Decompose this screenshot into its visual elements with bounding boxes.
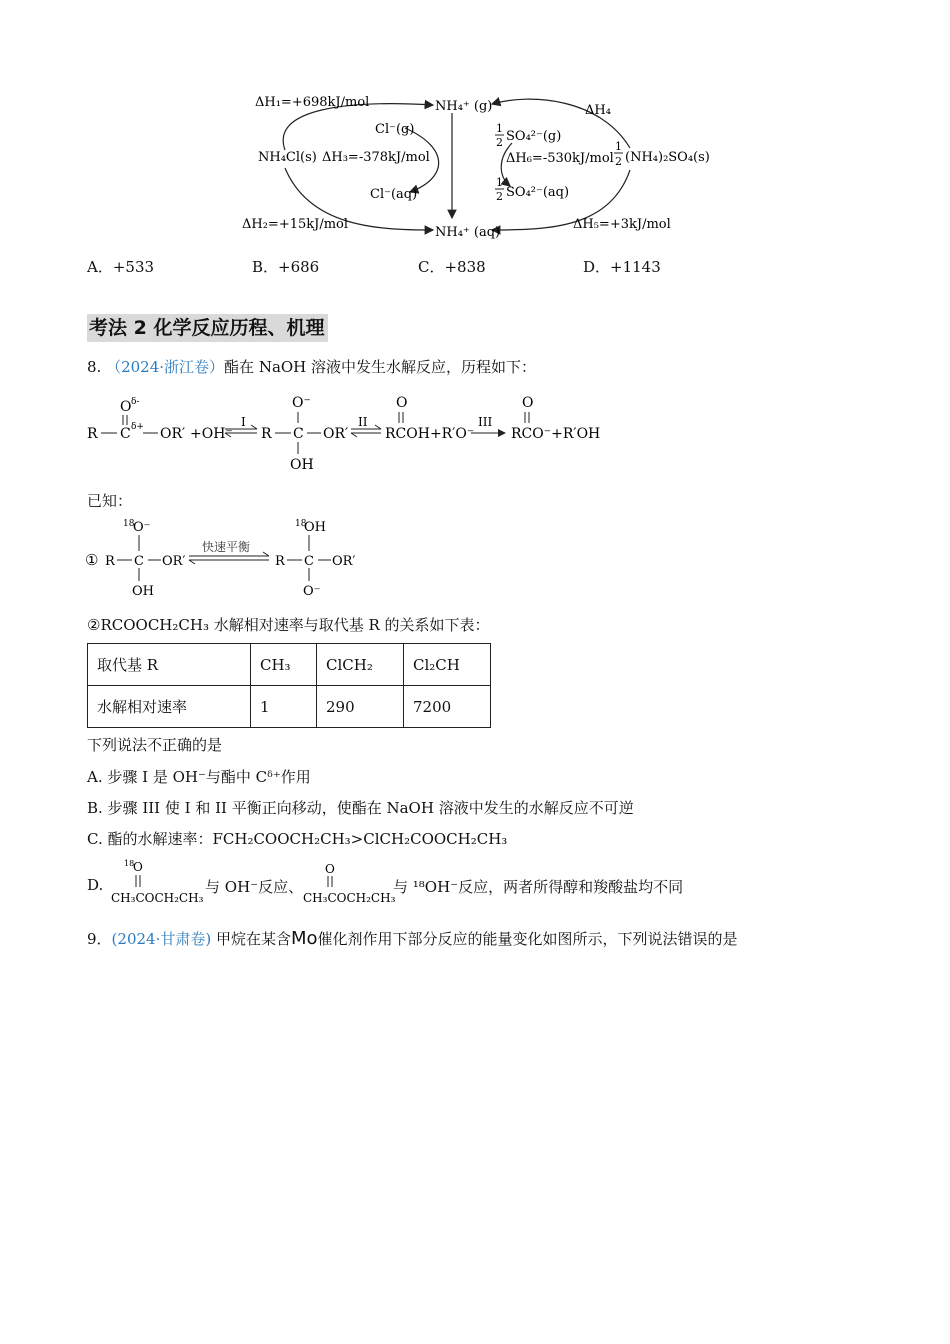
- nh4-aq-label: NH₄⁺ (aq): [435, 225, 501, 240]
- q7-option-c[interactable]: C．+838: [418, 258, 486, 276]
- half-1: 1: [496, 122, 503, 135]
- d-mass-18: 18: [124, 859, 135, 868]
- q8-fact2: ②RCOOCH₂CH₃ 水解相对速率与取代基 R 的关系如下表：: [87, 616, 490, 634]
- thermo-cycle-diagram: [230, 88, 720, 243]
- table-cell: 290: [317, 686, 404, 728]
- cl-aq-label: Cl⁻(aq): [370, 187, 418, 202]
- fact1-o18-minus: O⁻: [133, 520, 151, 535]
- d-o: O: [325, 862, 335, 876]
- q8-option-d-text1: 与 OH⁻反应、: [205, 878, 304, 896]
- dh6-label: ΔH₆=-530kJ/mol: [506, 151, 614, 166]
- ester-hydrolysis-mechanism: [85, 392, 605, 474]
- d-structure-1: CH₃COCH₂CH₃: [111, 891, 204, 905]
- half-3: 1: [496, 176, 503, 189]
- q9-stem: [87, 928, 738, 949]
- q8-source: （2024·浙江卷）: [106, 358, 225, 376]
- q9-text-b: 催化剂作用下部分反应的能量变化如图所示，下列说法错误的是: [317, 930, 738, 948]
- dh2-label: ΔH₂=+15kJ/mol: [242, 217, 349, 232]
- mech-step3: III: [478, 415, 493, 429]
- table-header-cell: Cl₂CH: [404, 644, 491, 686]
- labeled-ester-structure: [109, 856, 205, 908]
- so4-aq-label: SO₄²⁻(aq): [506, 185, 570, 200]
- dh1-label: ΔH₁=+698kJ/mol: [255, 95, 370, 110]
- fact1-r: R: [105, 554, 115, 569]
- fact1-arrow-label: 快速平衡: [202, 540, 251, 554]
- q8-option-b[interactable]: B. 步骤 III 使 I 和 II 平衡正向移动，使酯在 NaOH 溶液中发生的水解反应不可逆: [87, 799, 634, 817]
- q8-question: 下列说法不正确的是: [87, 736, 223, 754]
- q8-known: 已知：: [87, 492, 133, 510]
- mech-o-3: O: [522, 395, 534, 411]
- mech-delta-minus: δ-: [131, 397, 140, 407]
- mech-step2: II: [358, 415, 368, 429]
- section-heading: 考法 2 化学反应历程、机理: [87, 314, 328, 342]
- dh4-label: ΔH₄: [585, 103, 611, 118]
- q8-option-d-text2: 与 ¹⁸OH⁻反应，两者所得醇和羧酸盐均不同: [393, 878, 684, 896]
- fast-equilibrium-scheme: [85, 515, 375, 601]
- half-1-den: 2: [496, 136, 503, 149]
- table-cell: 1: [251, 686, 317, 728]
- fact1-o-minus: O⁻: [303, 584, 321, 599]
- q8-option-c[interactable]: C. 酯的水解速率：FCH₂COOCH₂CH₃>ClCH₂COOCH₂CH₃: [87, 830, 508, 848]
- q8-option-a[interactable]: A. 步骤 I 是 OH⁻与酯中 Cᵟ⁺作用: [87, 768, 311, 786]
- q7-option-d[interactable]: D．+1143: [583, 258, 661, 276]
- q7-option-b[interactable]: B．+686: [252, 258, 320, 276]
- fact1-r-2: R: [275, 554, 285, 569]
- half-2: 1: [615, 140, 622, 153]
- mech-carbon: C: [120, 426, 131, 442]
- mech-or-prime: OR′: [160, 426, 186, 442]
- fact1-marker: ①: [85, 551, 99, 569]
- nh4cl-label: NH₄Cl(s): [258, 150, 317, 165]
- mech-delta-plus: δ+: [131, 422, 144, 432]
- table-header-cell: 取代基 R: [88, 644, 251, 686]
- fact1-or-prime: OR′: [162, 554, 186, 569]
- q8-option-d[interactable]: [87, 856, 727, 908]
- q9-source: (2024·甘肃卷): [111, 930, 212, 948]
- fact1-mass-2: 18: [295, 519, 307, 529]
- mech-carbon-2: C: [293, 426, 304, 442]
- mech-step1: I: [241, 415, 246, 429]
- d-o18: O: [133, 860, 143, 874]
- mech-or-prime-2: OR′: [323, 426, 349, 442]
- q9-number: 9．: [87, 930, 112, 948]
- mech-o-2: O: [396, 395, 408, 411]
- mech-prod2: RCOH+R′O⁻: [385, 426, 475, 442]
- dh5-label: ΔH₅=+3kJ/mol: [573, 217, 671, 232]
- table-row: [88, 686, 491, 728]
- hydrolysis-rate-table: [87, 643, 491, 728]
- fact1-oh: OH: [132, 584, 154, 599]
- fact1-oh18: OH: [304, 520, 326, 535]
- nh4-gas-label: NH₄⁺ (g): [435, 99, 493, 114]
- mech-prod3: RCO⁻+R′OH: [511, 426, 601, 442]
- dh3-label: ΔH₃=-378kJ/mol: [322, 150, 430, 165]
- ammonium-sulfate-label: (NH₄)₂SO₄(s): [625, 150, 710, 165]
- mech-r: R: [87, 426, 98, 442]
- plain-ester-structure: [301, 856, 397, 908]
- d-structure-2: CH₃COCH₂CH₃: [303, 891, 396, 905]
- table-header-cell: CH₃: [251, 644, 317, 686]
- q8-option-d-letter: D.: [87, 876, 104, 894]
- table-header-cell: ClCH₂: [317, 644, 404, 686]
- q8-stem-text: 酯在 NaOH 溶液中发生水解反应，历程如下：: [224, 358, 537, 376]
- fact1-c-2: C: [304, 554, 314, 569]
- table-cell: 水解相对速率: [88, 686, 251, 728]
- q8-stem: [87, 356, 536, 377]
- q9-mo: Mo: [291, 928, 318, 949]
- q9-text-a: 甲烷在某含: [215, 930, 291, 948]
- mech-oh: OH: [290, 457, 314, 473]
- half-3-den: 2: [496, 190, 503, 203]
- table-cell: 7200: [404, 686, 491, 728]
- fact1-mass-1: 18: [123, 519, 135, 529]
- so4-gas-label: SO₄²⁻(g): [506, 129, 562, 144]
- table-row: [88, 644, 491, 686]
- mech-carbonyl-o: O: [120, 399, 132, 415]
- q7-option-a[interactable]: A．+533: [87, 258, 155, 276]
- mech-plus-oh: +OH⁻: [190, 426, 233, 442]
- fact1-or-prime-2: OR′: [332, 554, 356, 569]
- q8-number: 8.: [87, 358, 102, 376]
- cl-gas-label: Cl⁻(g): [375, 122, 415, 137]
- fact1-c: C: [134, 554, 144, 569]
- mech-r-2: R: [261, 426, 272, 442]
- half-2-den: 2: [615, 155, 622, 168]
- mech-o-minus: O⁻: [292, 395, 311, 411]
